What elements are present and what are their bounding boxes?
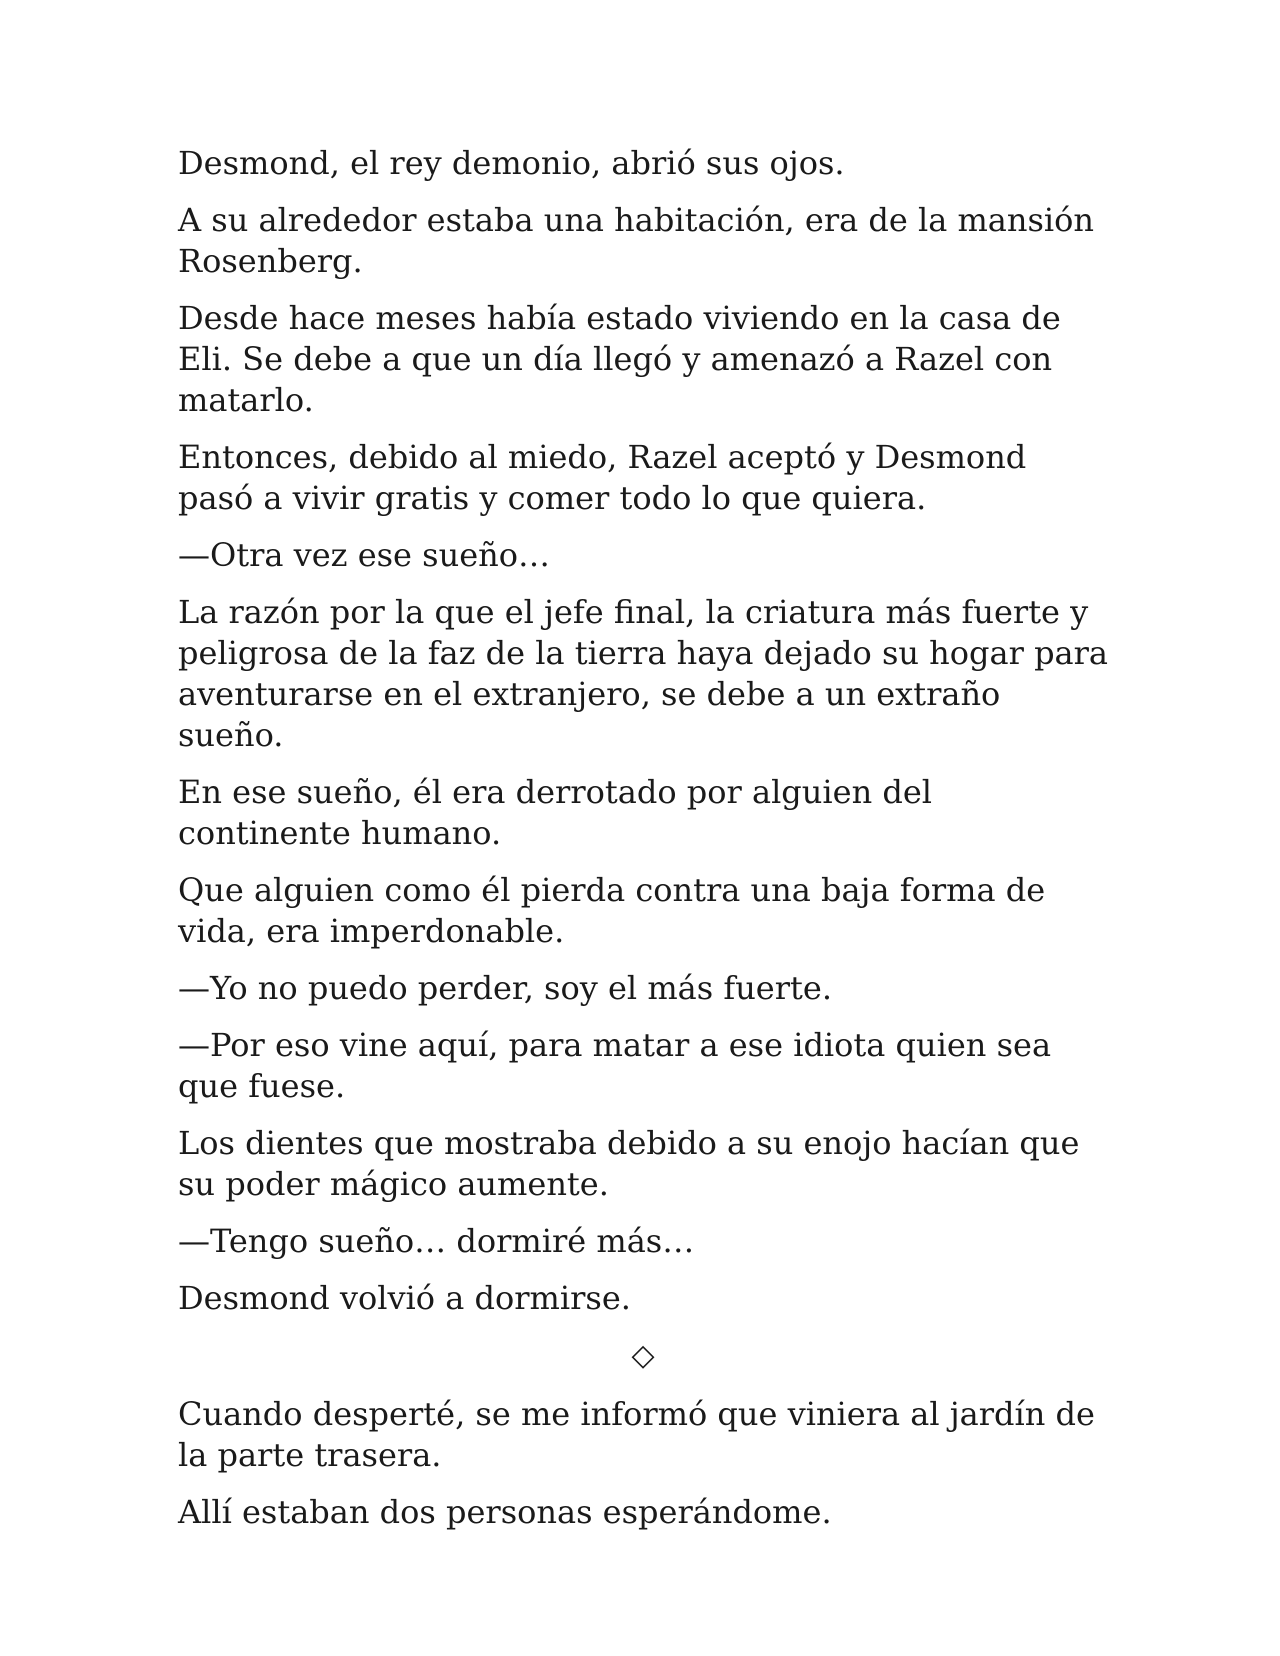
paragraph: A su alrededor estaba una habitación, era de la mansión Rosenberg. [178,201,1095,280]
paragraph: Desmond volvió a dormirse. [178,1279,631,1317]
paragraph: En ese sueño, él era derrotado por alguien del continente humano. [178,773,932,852]
paragraph: Entonces, debido al miedo, Razel aceptó y Desmond pasó a vivir gratis y comer todo lo que quiera. [178,438,1027,517]
dialogue-line: —Yo no puedo perder, soy el más fuerte. [178,969,832,1007]
section-separator-diamond: ◇ [631,1338,655,1373]
paragraph: Que alguien como él pierda contra una baja forma de vida, era imperdonable. [178,871,1046,950]
paragraph: La razón por la que el jefe final, la criatura más fuerte y peligrosa de la faz de la tierra haya dejado su hogar para aventurarse en el extranjero, se debe a un extraño sueño. [178,593,1108,754]
document-body [178,143,1108,1549]
paragraph: Cuando desperté, se me informó que viniera al jardín de la parte trasera. [178,1395,1095,1474]
dialogue-line: —Otra vez ese sueño… [178,536,550,574]
paragraph: Desde hace meses había estado viviendo en la casa de Eli. Se debe a que un día llegó y amenazó a Razel con matarlo. [178,299,1061,419]
dialogue-line: —Por eso vine aquí, para matar a ese idiota quien sea que fuese. [178,1026,1052,1105]
dialogue-line: —Tengo sueño… dormiré más… [178,1222,695,1260]
paragraph: Allí estaban dos personas esperándome. [178,1493,832,1531]
paragraph: Los dientes que mostraba debido a su enojo hacían que su poder mágico aumente. [178,1124,1080,1203]
paragraph: Desmond, el rey demonio, abrió sus ojos. [178,144,845,182]
